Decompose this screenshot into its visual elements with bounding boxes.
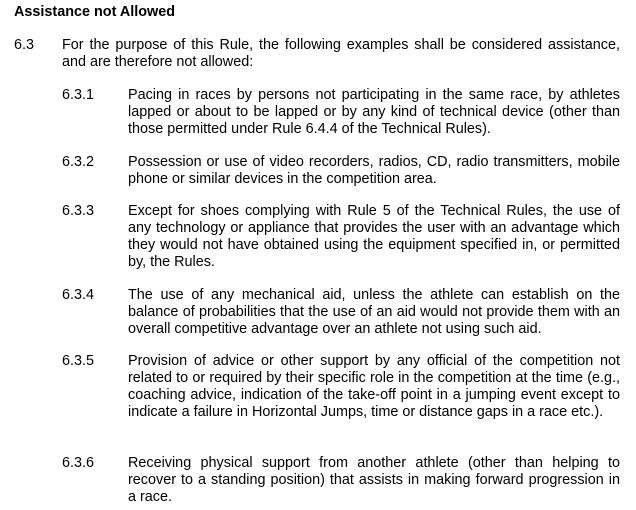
rule-text: For the purpose of this Rule, the following examples shall be considered assistance, and are therefore not allowed:	[62, 37, 620, 70]
item-text: Except for shoes complying with Rule 5 of the Technical Rules, the use of any technology or appliance that provides the user with an advantage which they would not have obtained using the equipment specified in, or permitted by, the Rules.	[128, 203, 620, 270]
item-text: The use of any mechanical aid, unless the athlete can establish on the balance of probabilities that the use of an aid would not provide them with an overall competitive advantage over an athlete not using such aid.	[128, 287, 620, 337]
item-number: 6.3.3	[62, 203, 95, 219]
item-text: Receiving physical support from another athlete (other than helping to recover to a standing position) that assists in making forward progression in a race.	[128, 455, 620, 505]
item-number: 6.3.6	[62, 455, 95, 471]
item-text: Possession or use of video recorders, radios, CD, radio transmitters, mobile phone or similar devices in the competition area.	[128, 154, 620, 187]
item-text: Provision of advice or other support by any official of the competition not related to or required by their specific role in the competition at the time (e.g., coaching advice, indication of the take-off point in a jumping event except to indicate a failure in Horizontal Jumps, time or distance gaps in a race etc.).	[128, 353, 620, 420]
item-number: 6.3.1	[62, 87, 95, 103]
section-heading: Assistance not Allowed	[14, 4, 175, 20]
item-number: 6.3.2	[62, 154, 95, 170]
item-number: 6.3.5	[62, 353, 95, 369]
item-number: 6.3.4	[62, 287, 95, 303]
rule-number: 6.3	[14, 37, 35, 53]
item-text: Pacing in races by persons not participating in the same race, by athletes lapped or about to be lapped or by any kind of technical device (other than those permitted under Rule 6.4.4 of the Technical Rules).	[128, 87, 620, 137]
